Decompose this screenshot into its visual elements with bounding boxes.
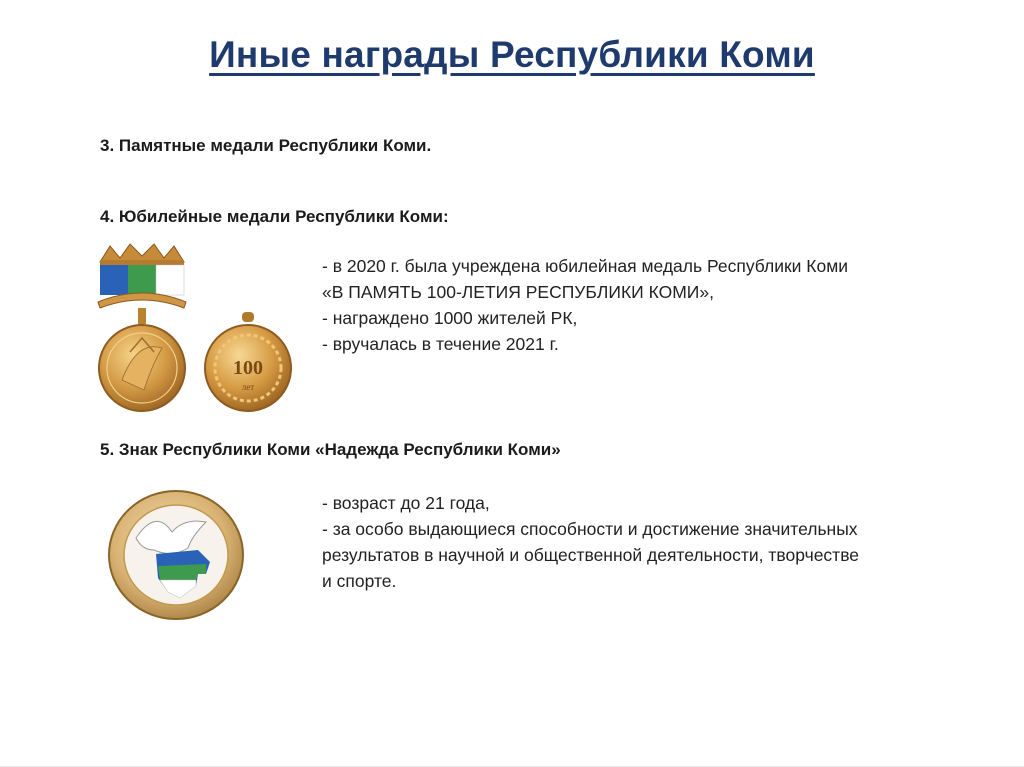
medal-back-subtext: лет [241,382,255,392]
section-5-heading: 5. Знак Республики Коми «Надежда Республики Коми» [100,440,561,459]
section-5-line: - за особо выдающиеся способности и достижение значительных [322,519,858,539]
section-4-line: «В ПАМЯТЬ 100-ЛЕТИЯ РЕСПУБЛИКИ КОМИ», [322,282,714,302]
section-4-line: - вручалась в течение 2021 г. [322,334,559,354]
slide-title: Иные награды Республики Коми [209,34,815,75]
jubilee-medal-back-image [202,310,294,416]
section-4-line: - награждено 1000 жителей РК, [322,308,578,328]
jubilee-medal-front-image [92,240,192,418]
section-4-heading: 4. Юбилейные медали Республики Коми: [100,207,449,226]
section-3-heading: 3. Памятные медали Республики Коми. [100,136,432,155]
section-5-description [322,490,982,594]
section-5-line: и спорте. [322,571,397,591]
section-4-line: - в 2020 г. была учреждена юбилейная медаль Республики Коми [322,256,849,276]
section-5-line: результатов в научной и общественной деятельности, творчестве [322,545,860,565]
nadezhda-badge-image [106,488,246,622]
medal-back-number: 100 [233,357,263,379]
section-4-description [322,253,982,357]
section-5-line: - возраст до 21 года, [322,493,490,513]
